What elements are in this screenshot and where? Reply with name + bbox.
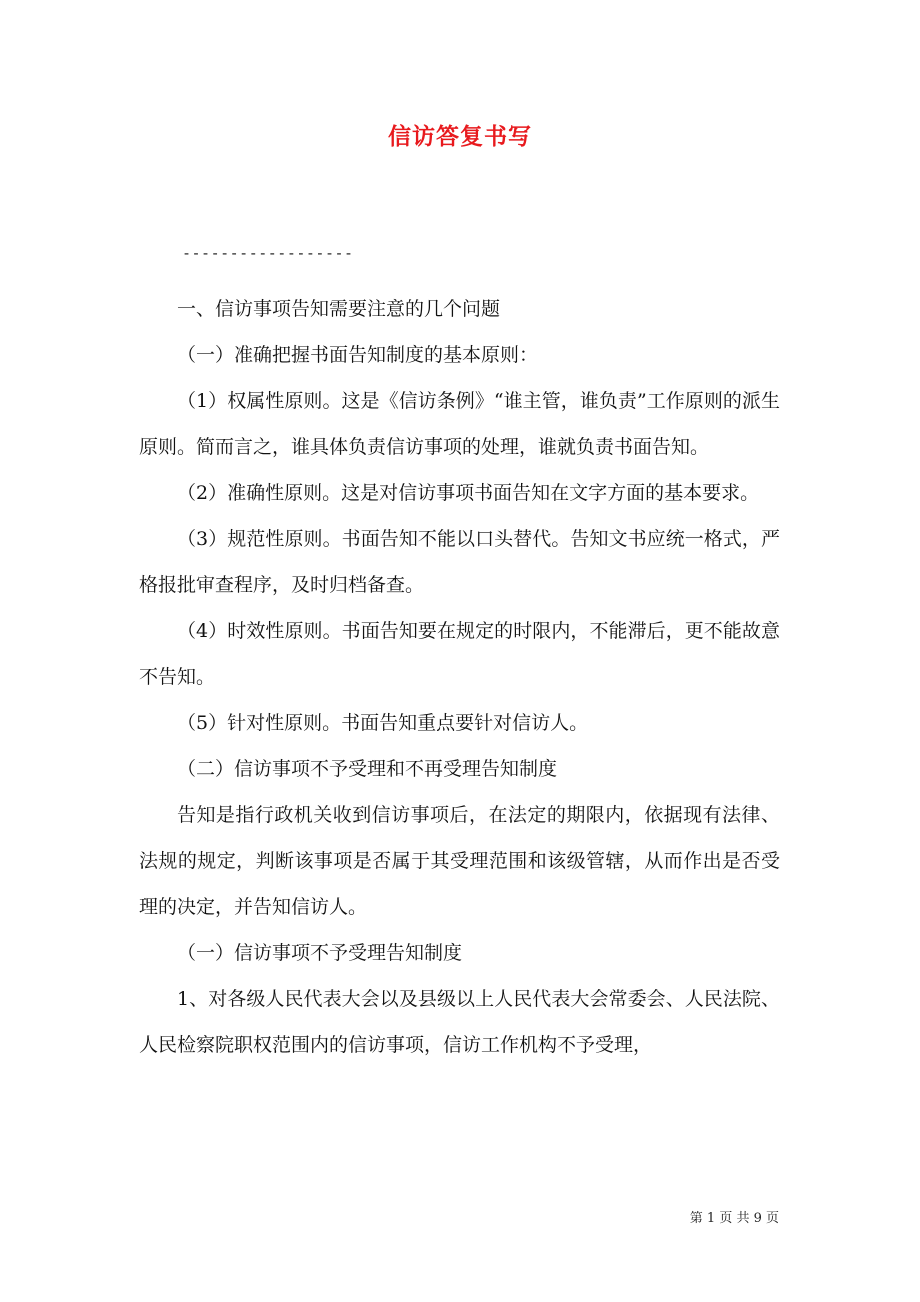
- paragraph: （2）准确性原则。这是对信访事项书面告知在文字方面的基本要求。: [177, 482, 760, 504]
- document-body: [139, 286, 780, 1068]
- subsection-heading: （二）信访事项不予受理和不再受理告知制度: [177, 758, 558, 780]
- paragraph: （1）权属性原则。这是《信访条例》“谁主管，谁负责”工作原则的派生原则。简而言之，谁具体负责信访事项的处理，谁就负责书面告知。: [139, 390, 780, 458]
- paragraph: （4）时效性原则。书面告知要在规定的时限内，不能滞后，更不能故意不告知。: [139, 620, 780, 688]
- document-title: 信访答复书写: [388, 123, 532, 150]
- paragraph: （3）规范性原则。书面告知不能以口头替代。告知文书应统一格式，严格报批审查程序，及时归档备查。: [139, 528, 780, 596]
- subsection-heading: （一）信访事项不予受理告知制度: [177, 942, 463, 964]
- subsection-heading: （一）准确把握书面告知制度的基本原则：: [177, 344, 539, 366]
- paragraph: （5）针对性原则。书面告知重点要针对信访人。: [177, 712, 589, 734]
- paragraph: 告知是指行政机关收到信访事项后，在法定的期限内，依据现有法律、法规的规定，判断该事项是否属于其受理范围和该级管辖，从而作出是否受理的决定，并告知信访人。: [139, 804, 780, 918]
- paragraph: 1、对各级人民代表大会以及县级以上人民代表大会常委会、人民法院、人民检察院职权范围内的信访事项，信访工作机构不予受理，: [139, 988, 780, 1056]
- section-heading: 一、信访事项告知需要注意的几个问题: [177, 298, 501, 320]
- page-number: 第 1 页 共 9 页: [689, 1211, 779, 1226]
- divider-line: ------------------: [182, 244, 354, 262]
